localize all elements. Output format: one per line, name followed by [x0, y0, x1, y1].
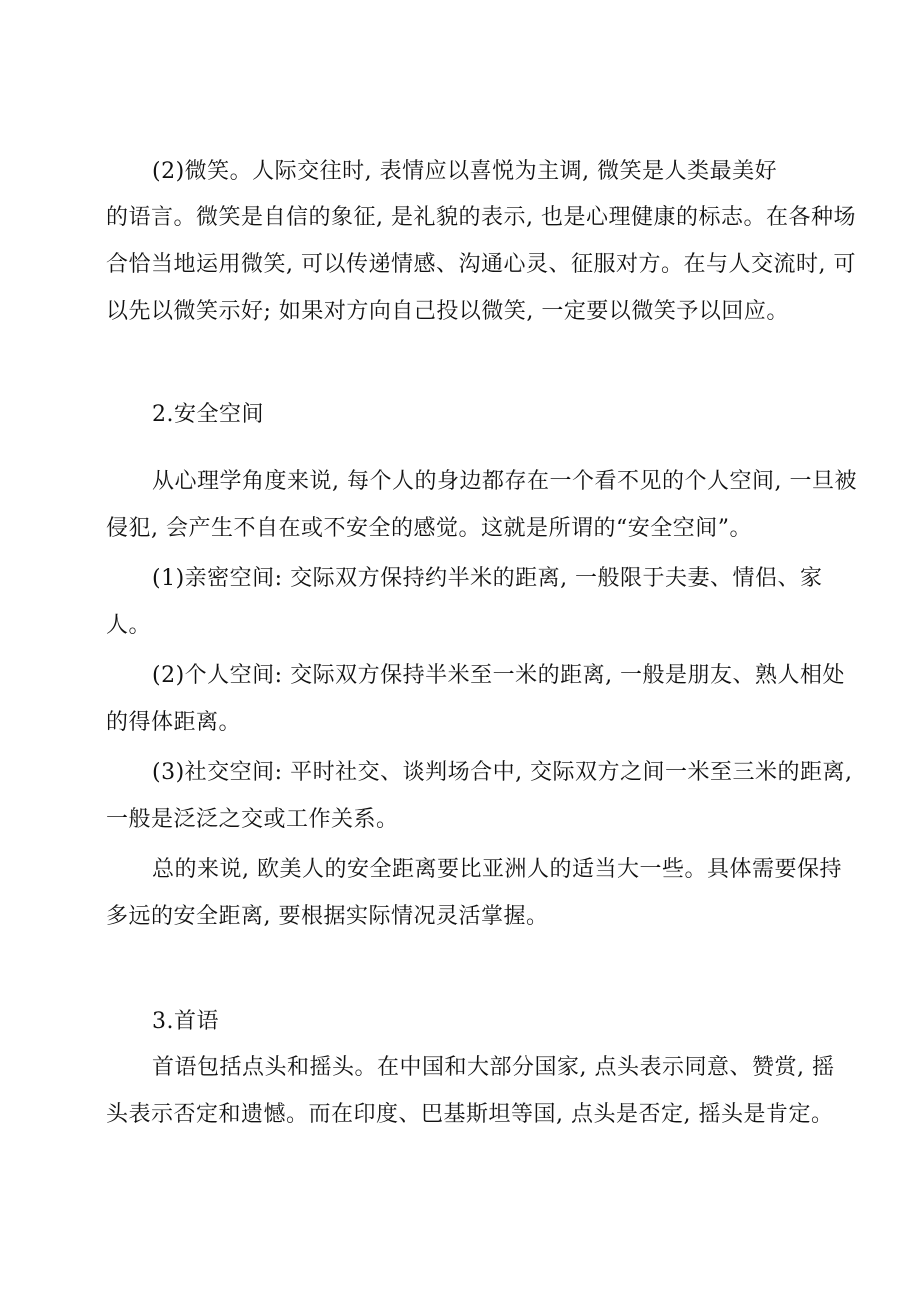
- personal-space-line-2: 的得体距离。: [106, 710, 242, 735]
- safe-space-intro-line-2: 侵犯, 会产生不自在或不安全的感觉。这就是所谓的“安全空间”。: [106, 516, 752, 541]
- smile-paragraph-line-1: (2)微笑。人际交往时, 表情应以喜悦为主调, 微笑是人类最美好: [152, 159, 778, 184]
- head-gesture-heading: 3.首语: [152, 1009, 219, 1034]
- social-space-line-1: (3)社交空间: 平时社交、谈判场合中, 交际双方之间一米至三米的距离,: [152, 760, 853, 785]
- intimate-space-line-2: 人。: [106, 613, 152, 638]
- intimate-space-line-1: (1)亲密空间: 交际双方保持约半米的距离, 一般限于夫妻、情侣、家: [152, 566, 823, 591]
- safe-space-summary-line-2: 多远的安全距离, 要根据实际情况灵活掌握。: [106, 904, 549, 929]
- smile-paragraph-line-2: 的语言。微笑是自信的象征, 是礼貌的表示, 也是心理健康的标志。在各种场: [106, 205, 856, 230]
- head-gesture-line-2: 头表示否定和遗憾。而在印度、巴基斯坦等国, 点头是否定, 摇头是肯定。: [106, 1102, 834, 1127]
- safe-space-heading: 2.安全空间: [152, 402, 264, 427]
- safe-space-summary-line-1: 总的来说, 欧美人的安全距离要比亚洲人的适当大一些。具体需要保持: [152, 857, 842, 882]
- smile-paragraph-line-4: 以先以微笑示好; 如果对方向自己投以微笑, 一定要以微笑予以回应。: [106, 299, 789, 324]
- safe-space-intro-line-1: 从心理学角度来说, 每个人的身边都存在一个看不见的个人空间, 一旦被: [152, 469, 857, 494]
- head-gesture-line-1: 首语包括点头和摇头。在中国和大部分国家, 点头表示同意、赞赏, 摇: [152, 1055, 835, 1080]
- smile-paragraph-line-3: 合恰当地运用微笑, 可以传递情感、沟通心灵、征服对方。在与人交流时, 可: [106, 252, 856, 277]
- social-space-line-2: 一般是泛泛之交或工作关系。: [106, 807, 399, 832]
- personal-space-line-1: (2)个人空间: 交际双方保持半米至一米的距离, 一般是朋友、熟人相处: [152, 663, 846, 688]
